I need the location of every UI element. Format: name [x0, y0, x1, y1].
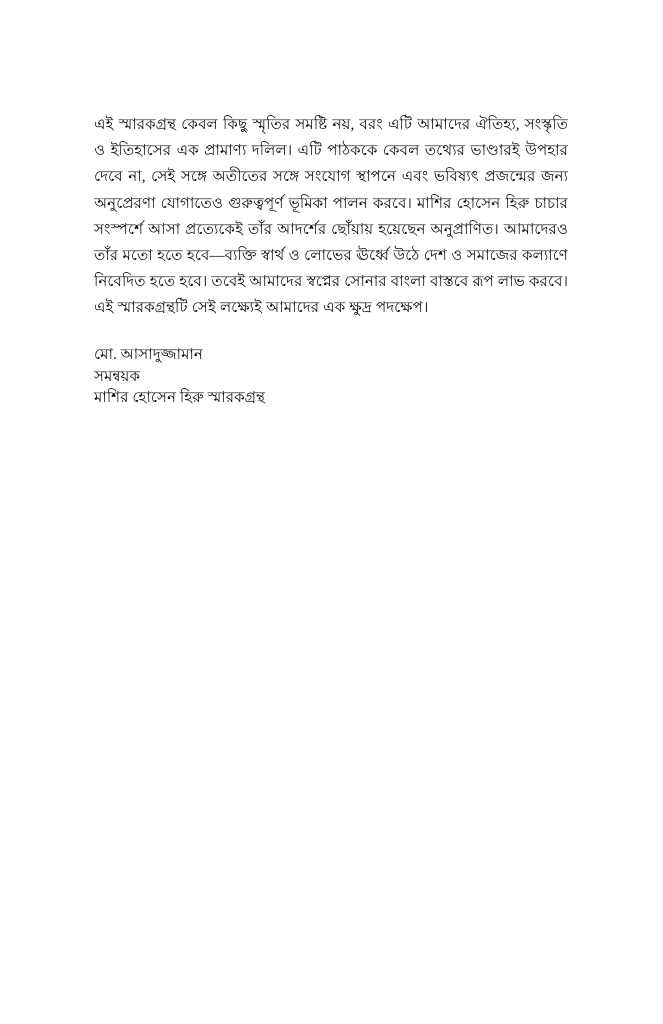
signature-name: মো. আসাদুজ্জামান	[94, 345, 203, 363]
signature-block	[94, 322, 568, 409]
page-text-block	[94, 112, 568, 409]
signature-affiliation: মাশির হোসেন হিরু স্মারকগ্রন্থ	[94, 389, 266, 407]
body-paragraph: এই স্মারকগ্রন্থ কেবল কিছু স্মৃতির সমষ্টি নয়, বরং এটি আমাদের ঐতিহ্য, সংস্কৃতি ও ইতিহাসের এক প্রামাণ্য দলিল। এটি পাঠককে কেবল তথ্যের ভাণ্ডারই উপহার দেবে না, সেই সঙ্গে অতীতের সঙ্গে সংযোগ স্থাপনে এবং ভবিষ্যৎ প্রজন্মের জন্য অনুপ্রেরণা যোগাতেও গুরুত্বপূর্ণ ভূমিকা পালন করবে। মাশির হোসেন হিরু চাচার সংস্পর্শে আসা প্রত্যেকেই তাঁর আদর্শের ছোঁয়ায় হয়েছেন অনুপ্রাণিত। আমাদেরও তাঁর মতো হতে হবে—ব্যক্তি স্বার্থ ও লোভের ঊর্ধ্বে উঠে দেশ ও সমাজের কল্যাণে নিবেদিত হতে হবে। তবেই আমাদের স্বপ্নের সোনার বাংলা বাস্তবে রূপ লাভ করবে। এই স্মারকগ্রন্থটি সেই লক্ষ্যেই আমাদের এক ক্ষুদ্র পদক্ষেপ।	[94, 116, 569, 317]
signature-role: সমন্বয়ক	[94, 367, 141, 385]
